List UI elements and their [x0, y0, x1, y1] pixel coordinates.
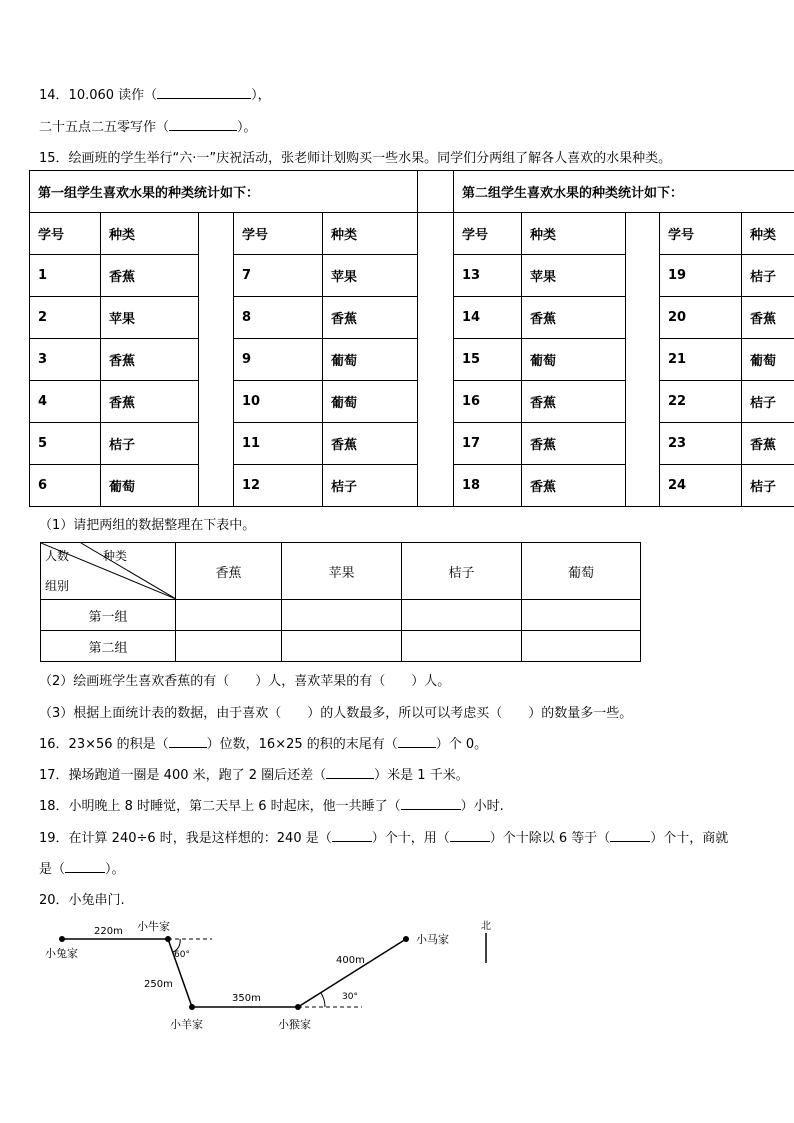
answer-cell[interactable] — [176, 600, 282, 631]
student-id: 17 — [454, 423, 522, 465]
student-id: 15 — [454, 339, 522, 381]
diag-people-label: 人数 — [45, 549, 70, 563]
student-id: 7 — [234, 255, 323, 297]
q19-text-2: ）个十，用（ — [371, 831, 450, 846]
answer-cell[interactable] — [402, 631, 522, 662]
fruit-kind: 桔子 — [101, 423, 199, 465]
fruit-kind: 香蕉 — [522, 381, 626, 423]
fruit-header: 桔子 — [402, 543, 522, 600]
q18 — [39, 795, 504, 814]
table-row — [30, 339, 794, 381]
label-dist-220: 220m — [94, 926, 123, 937]
q14-text-2: 二十五点二五零写作（ — [39, 120, 170, 135]
student-id: 19 — [660, 255, 742, 297]
label-dist-400: 400m — [336, 955, 365, 966]
table-gap — [626, 213, 660, 507]
student-id: 12 — [234, 465, 323, 507]
table-gap — [199, 213, 234, 507]
point-horse — [403, 936, 409, 942]
q14-blank-1[interactable] — [157, 88, 251, 99]
q14-line2 — [39, 116, 257, 135]
q15-sub2: （2）绘画班学生喜欢香蕉的有（ ）人，喜欢苹果的有（ ）人。 — [39, 674, 451, 689]
summary-table — [40, 542, 641, 662]
angle-arc — [321, 993, 325, 1007]
label-cow: 小牛家 — [137, 920, 170, 933]
q19-text-5: 是（ — [39, 862, 66, 877]
student-id: 24 — [660, 465, 742, 507]
student-id: 1 — [30, 255, 101, 297]
q14-text-2b: ）。 — [237, 120, 257, 135]
col-kind: 种类 — [522, 213, 626, 255]
point-rabbit — [59, 936, 65, 942]
q19-line1 — [39, 827, 728, 846]
q15-sub1: （1）请把两组的数据整理在下表中。 — [39, 518, 256, 533]
point-cow — [165, 936, 171, 942]
answer-cell[interactable] — [522, 631, 641, 662]
fruit-data-table — [29, 170, 794, 507]
fruit-kind: 葡萄 — [101, 465, 199, 507]
label-rabbit: 小兔家 — [45, 947, 78, 960]
q20-title: 20．小兔串门. — [39, 893, 125, 908]
student-id: 18 — [454, 465, 522, 507]
q16-blank-2[interactable] — [398, 737, 436, 748]
student-id: 6 — [30, 465, 101, 507]
col-id: 学号 — [454, 213, 522, 255]
student-id: 20 — [660, 297, 742, 339]
student-id: 10 — [234, 381, 323, 423]
student-id: 8 — [234, 297, 323, 339]
student-id: 14 — [454, 297, 522, 339]
q17-text-2: ）米是 1 千米。 — [374, 768, 469, 783]
q14-text-1b: ）， — [251, 88, 271, 103]
table-gap — [418, 171, 454, 213]
diag-group-label: 组别 — [45, 579, 70, 593]
q14-blank-2[interactable] — [169, 120, 237, 131]
table-row — [30, 297, 794, 339]
q19-text-1: 19．在计算 240÷6 时，我是这样想的：240 是（ — [39, 831, 332, 846]
q15-intro: 15．绘画班的学生举行“六·一”庆祝活动，张老师计划购买一些水果。同学们分两组了解各人喜欢的水果种类。 — [39, 151, 672, 166]
q14-line1 — [39, 84, 271, 103]
col-id: 学号 — [234, 213, 323, 255]
fruit-kind: 葡萄 — [522, 339, 626, 381]
table-header-row — [30, 213, 794, 255]
student-id: 4 — [30, 381, 101, 423]
fruit-kind: 香蕉 — [742, 423, 794, 465]
fruit-kind: 苹果 — [323, 255, 418, 297]
answer-cell[interactable] — [402, 600, 522, 631]
fruit-kind: 桔子 — [742, 465, 794, 507]
q19-text-3: ）个十除以 6 等于（ — [489, 831, 611, 846]
q18-blank-1[interactable] — [401, 799, 461, 810]
q16-blank-1[interactable] — [169, 737, 207, 748]
table-row — [30, 423, 794, 465]
student-id: 16 — [454, 381, 522, 423]
student-id: 5 — [30, 423, 101, 465]
q19-blank-3[interactable] — [610, 831, 650, 842]
table-row — [30, 255, 794, 297]
answer-cell[interactable] — [282, 631, 402, 662]
q19-text-6: ）。 — [105, 862, 125, 877]
table-row — [41, 631, 641, 662]
label-angle-30: 30° — [342, 992, 358, 1002]
q18-text-1: 18．小明晚上 8 时睡觉，第二天早上 6 时起床，他一共睡了（ — [39, 799, 401, 814]
fruit-kind: 香蕉 — [522, 465, 626, 507]
fruit-kind: 苹果 — [101, 297, 199, 339]
col-kind: 种类 — [323, 213, 418, 255]
answer-cell[interactable] — [282, 600, 402, 631]
q19-line2 — [39, 858, 125, 877]
fruit-kind: 葡萄 — [742, 339, 794, 381]
q16-text-1: 16．23×56 的积是（ — [39, 737, 169, 752]
q18-text-2: ）小时. — [460, 799, 504, 814]
fruit-header: 苹果 — [282, 543, 402, 600]
q16-text-3: ）个 0。 — [435, 737, 488, 752]
label-dist-250: 250m — [144, 979, 173, 990]
point-sheep — [189, 1004, 195, 1010]
fruit-kind: 葡萄 — [323, 381, 418, 423]
col-id: 学号 — [30, 213, 101, 255]
student-id: 2 — [30, 297, 101, 339]
fruit-header: 香蕉 — [176, 543, 282, 600]
student-id: 9 — [234, 339, 323, 381]
fruit-kind: 香蕉 — [323, 423, 418, 465]
table-gap — [418, 213, 454, 507]
q16-text-2: ）位数，16×25 的积的末尾有（ — [206, 737, 398, 752]
q19-text-4: ）个十，商就 — [650, 831, 729, 846]
answer-cell[interactable] — [522, 600, 641, 631]
label-monkey: 小猴家 — [278, 1018, 311, 1031]
q16 — [39, 733, 487, 752]
fruit-kind: 香蕉 — [742, 297, 794, 339]
col-kind: 种类 — [101, 213, 199, 255]
label-horse: 小马家 — [416, 933, 449, 946]
fruit-kind: 香蕉 — [101, 339, 199, 381]
diagonal-header-cell — [41, 543, 176, 600]
group-label: 第二组 — [41, 631, 176, 662]
label-dist-350: 350m — [232, 993, 261, 1004]
fruit-kind: 香蕉 — [323, 297, 418, 339]
group1-title: 第一组学生喜欢水果的种类统计如下： — [30, 171, 418, 213]
fruit-kind: 香蕉 — [522, 297, 626, 339]
q17-blank-1[interactable] — [326, 768, 374, 779]
student-id: 21 — [660, 339, 742, 381]
table-row — [41, 600, 641, 631]
q14-text-1: 14．10.060 读作（ — [39, 88, 158, 103]
q17 — [39, 764, 469, 783]
answer-cell[interactable] — [176, 631, 282, 662]
fruit-kind: 桔子 — [742, 381, 794, 423]
fruit-kind: 香蕉 — [101, 255, 199, 297]
group-label: 第一组 — [41, 600, 176, 631]
q17-text-1: 17．操场跑道一圈是 400 米，跑了 2 圈后还差（ — [39, 768, 327, 783]
group2-title: 第二组学生喜欢水果的种类统计如下： — [454, 171, 794, 213]
point-monkey — [295, 1004, 301, 1010]
q15-sub3: （3）根据上面统计表的数据，由于喜欢（ ）的人数最多，所以可以考虑买（ ）的数量多一些。 — [39, 706, 633, 721]
student-id: 3 — [30, 339, 101, 381]
label-sheep: 小羊家 — [170, 1018, 203, 1031]
fruit-kind: 香蕉 — [522, 423, 626, 465]
col-kind: 种类 — [742, 213, 794, 255]
q19-blank-2[interactable] — [450, 831, 490, 842]
col-id: 学号 — [660, 213, 742, 255]
north-label: 北 — [481, 921, 491, 932]
fruit-kind: 香蕉 — [101, 381, 199, 423]
fruit-kind: 苹果 — [522, 255, 626, 297]
fruit-kind: 桔子 — [742, 255, 794, 297]
diag-kind-label: 种类 — [103, 549, 128, 563]
table-row — [30, 465, 794, 507]
student-id: 23 — [660, 423, 742, 465]
student-id: 13 — [454, 255, 522, 297]
fruit-header: 葡萄 — [522, 543, 641, 600]
fruit-kind: 葡萄 — [323, 339, 418, 381]
q19-blank-1[interactable] — [332, 831, 372, 842]
label-angle-60: 60° — [174, 950, 190, 960]
student-id: 11 — [234, 423, 323, 465]
table-row — [30, 381, 794, 423]
fruit-kind: 桔子 — [323, 465, 418, 507]
student-id: 22 — [660, 381, 742, 423]
route-diagram — [40, 915, 520, 1040]
q19-blank-4[interactable] — [65, 862, 105, 873]
